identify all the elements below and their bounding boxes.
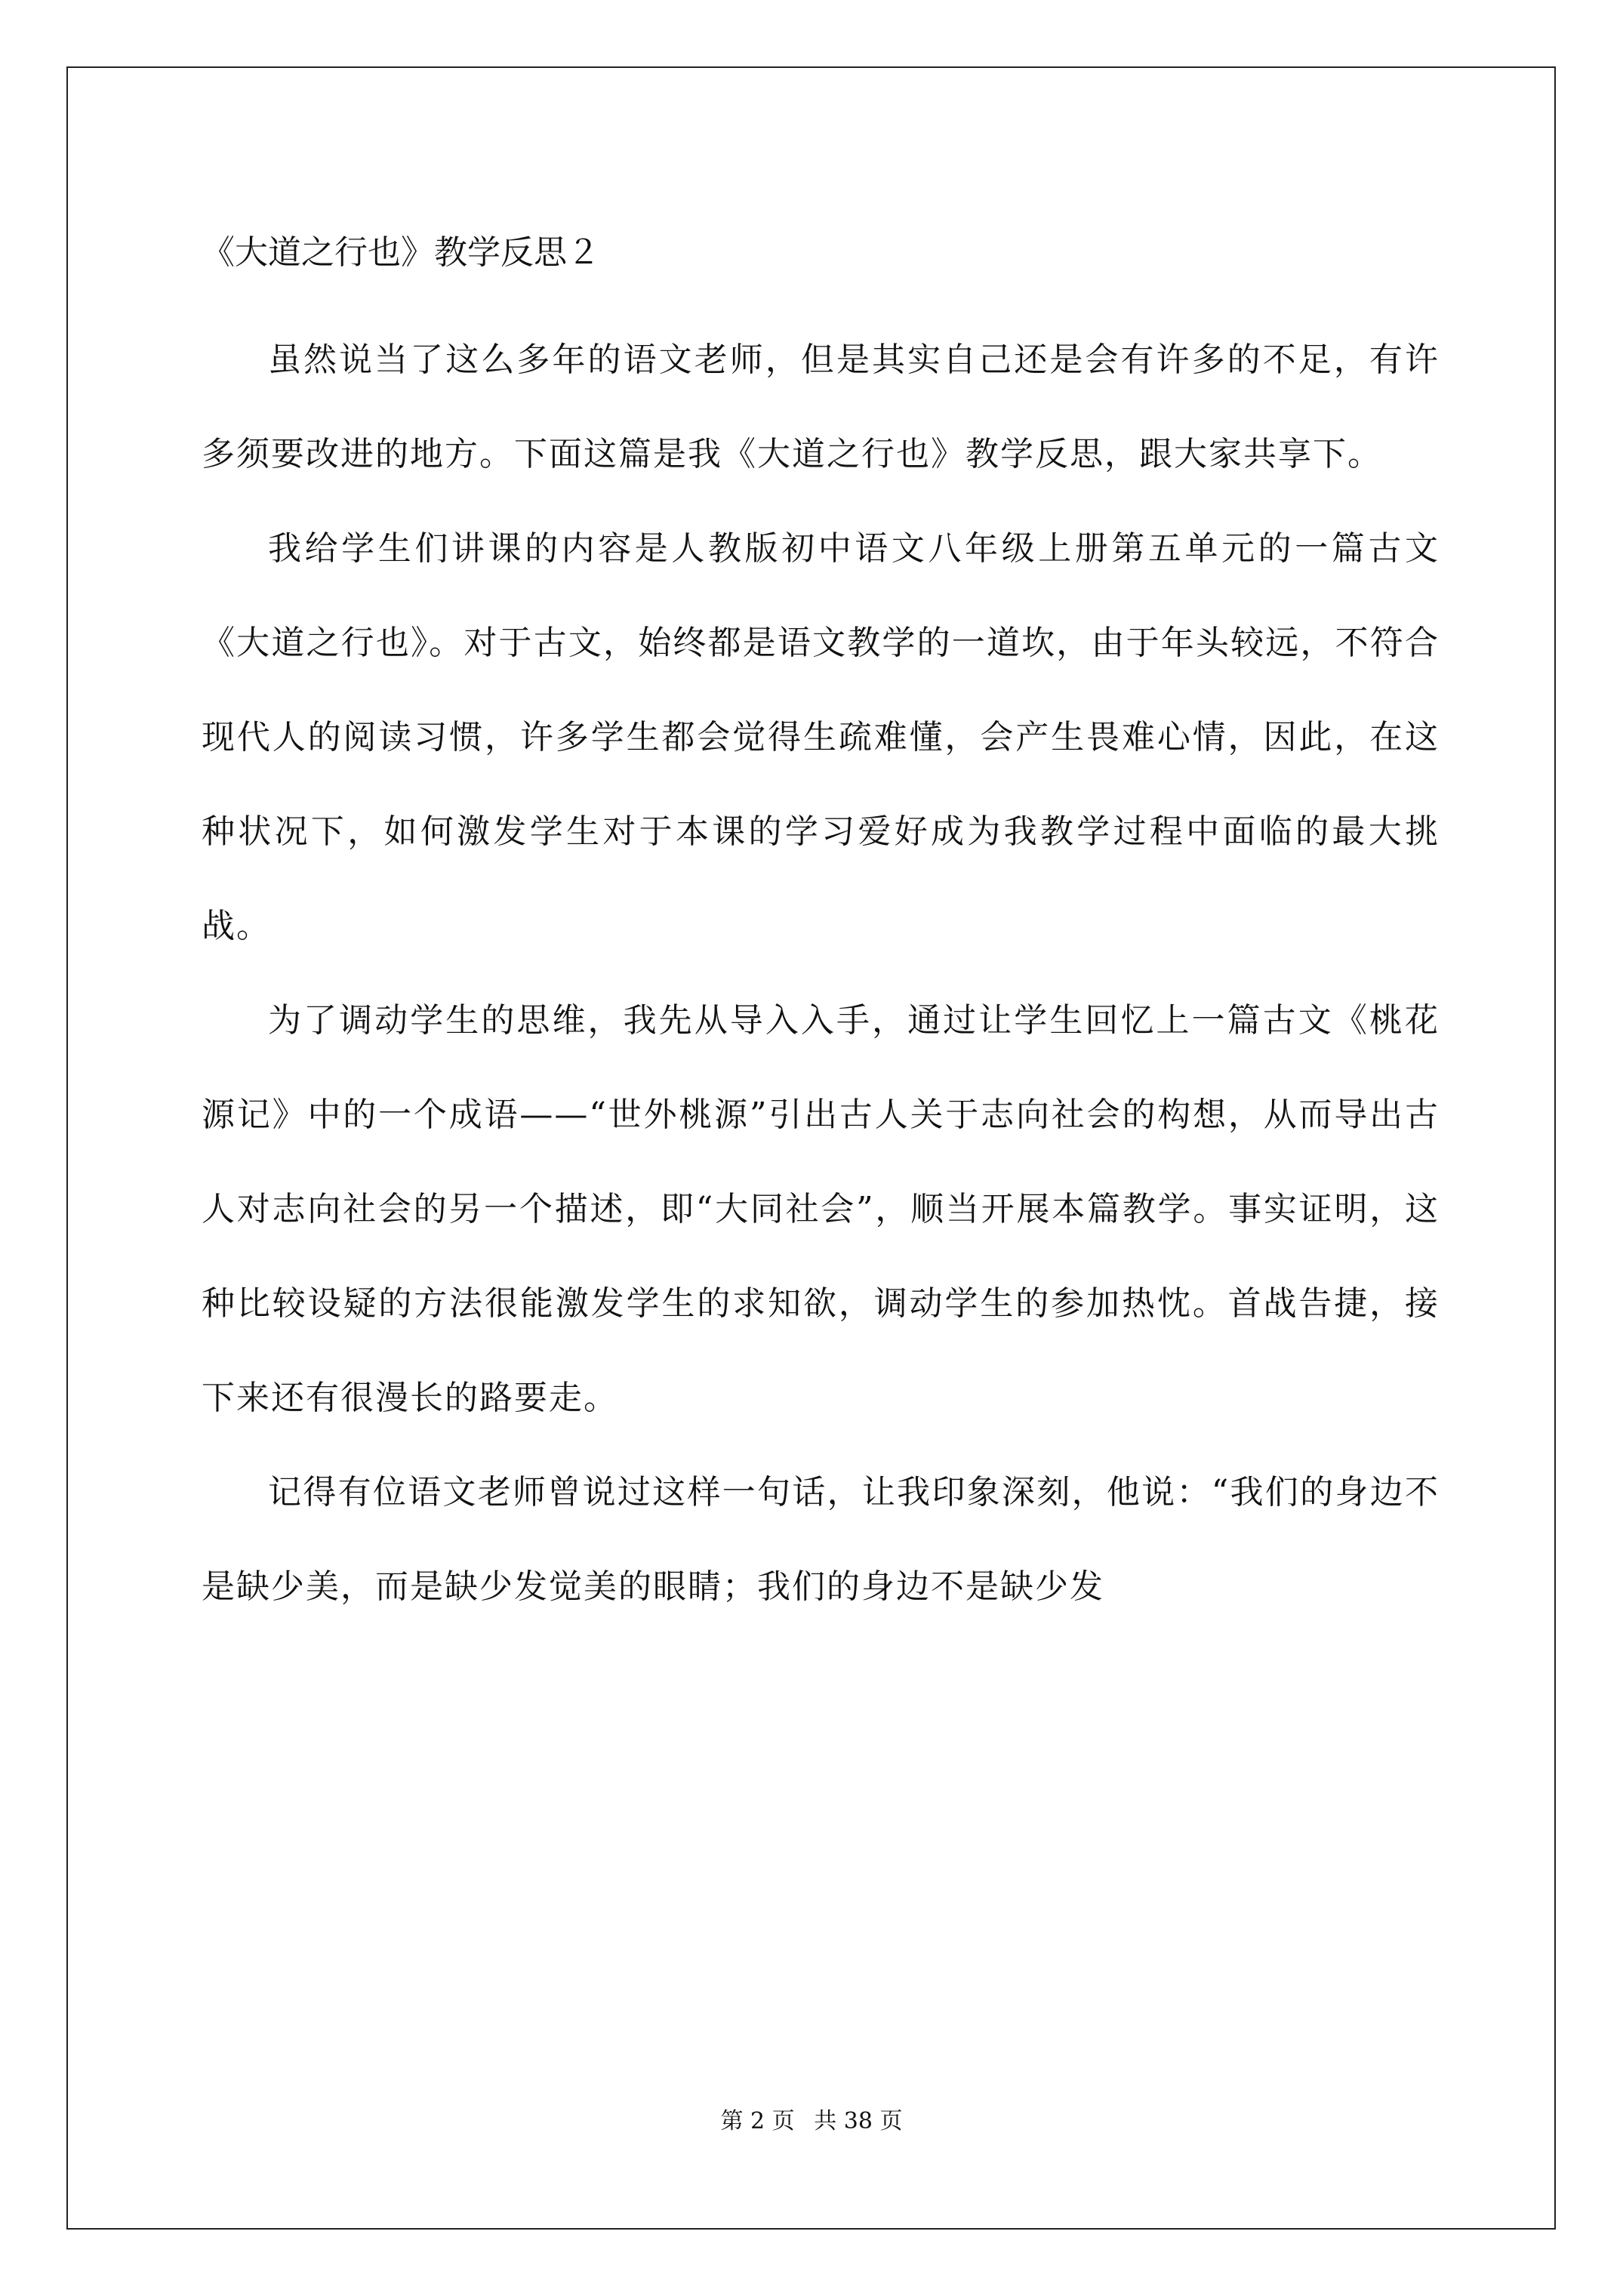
paragraph-4: 记得有位语文老师曾说过这样一句话，让我印象深刻，他说：“我们的身边不是缺少美，而是缺少发觉美的眼睛；我们的身边不是缺少发	[202, 1473, 1440, 1606]
page-number: 第 2 页	[720, 2108, 795, 2134]
page-total: 共 38 页	[814, 2108, 903, 2134]
page-footer	[0, 2106, 1623, 2137]
paragraph-3: 为了调动学生的思维，我先从导入入手，通过让学生回忆上一篇古文《桃花源记》中的一个成语——“世外桃源”引出古人关于志向社会的构想，从而导出古人对志向社会的另一个描述，即“大同社会”，顺当开展本篇教学。事实证明，这种比较设疑的方法很能激发学生的求知欲，调动学生的参加热忱。首战告捷，接下来还有很漫长的路要走。	[202, 1001, 1440, 1417]
paragraph-2: 我给学生们讲课的内容是人教版初中语文八年级上册第五单元的一篇古文《大道之行也》。对于古文，始终都是语文教学的一道坎，由于年头较远，不符合现代人的阅读习惯，许多学生都会觉得生疏难懂，会产生畏难心情，因此，在这种状况下，如何激发学生对于本课的学习爱好成为我教学过程中面临的最大挑战。	[202, 529, 1440, 945]
paragraph-1: 虽然说当了这么多年的语文老师，但是其实自己还是会有许多的不足，有许多须要改进的地方。下面这篇是我《大道之行也》教学反思，跟大家共享下。	[202, 341, 1440, 473]
document-title: 《大道之行也》教学反思２	[202, 233, 600, 272]
document-body	[202, 219, 1440, 1634]
